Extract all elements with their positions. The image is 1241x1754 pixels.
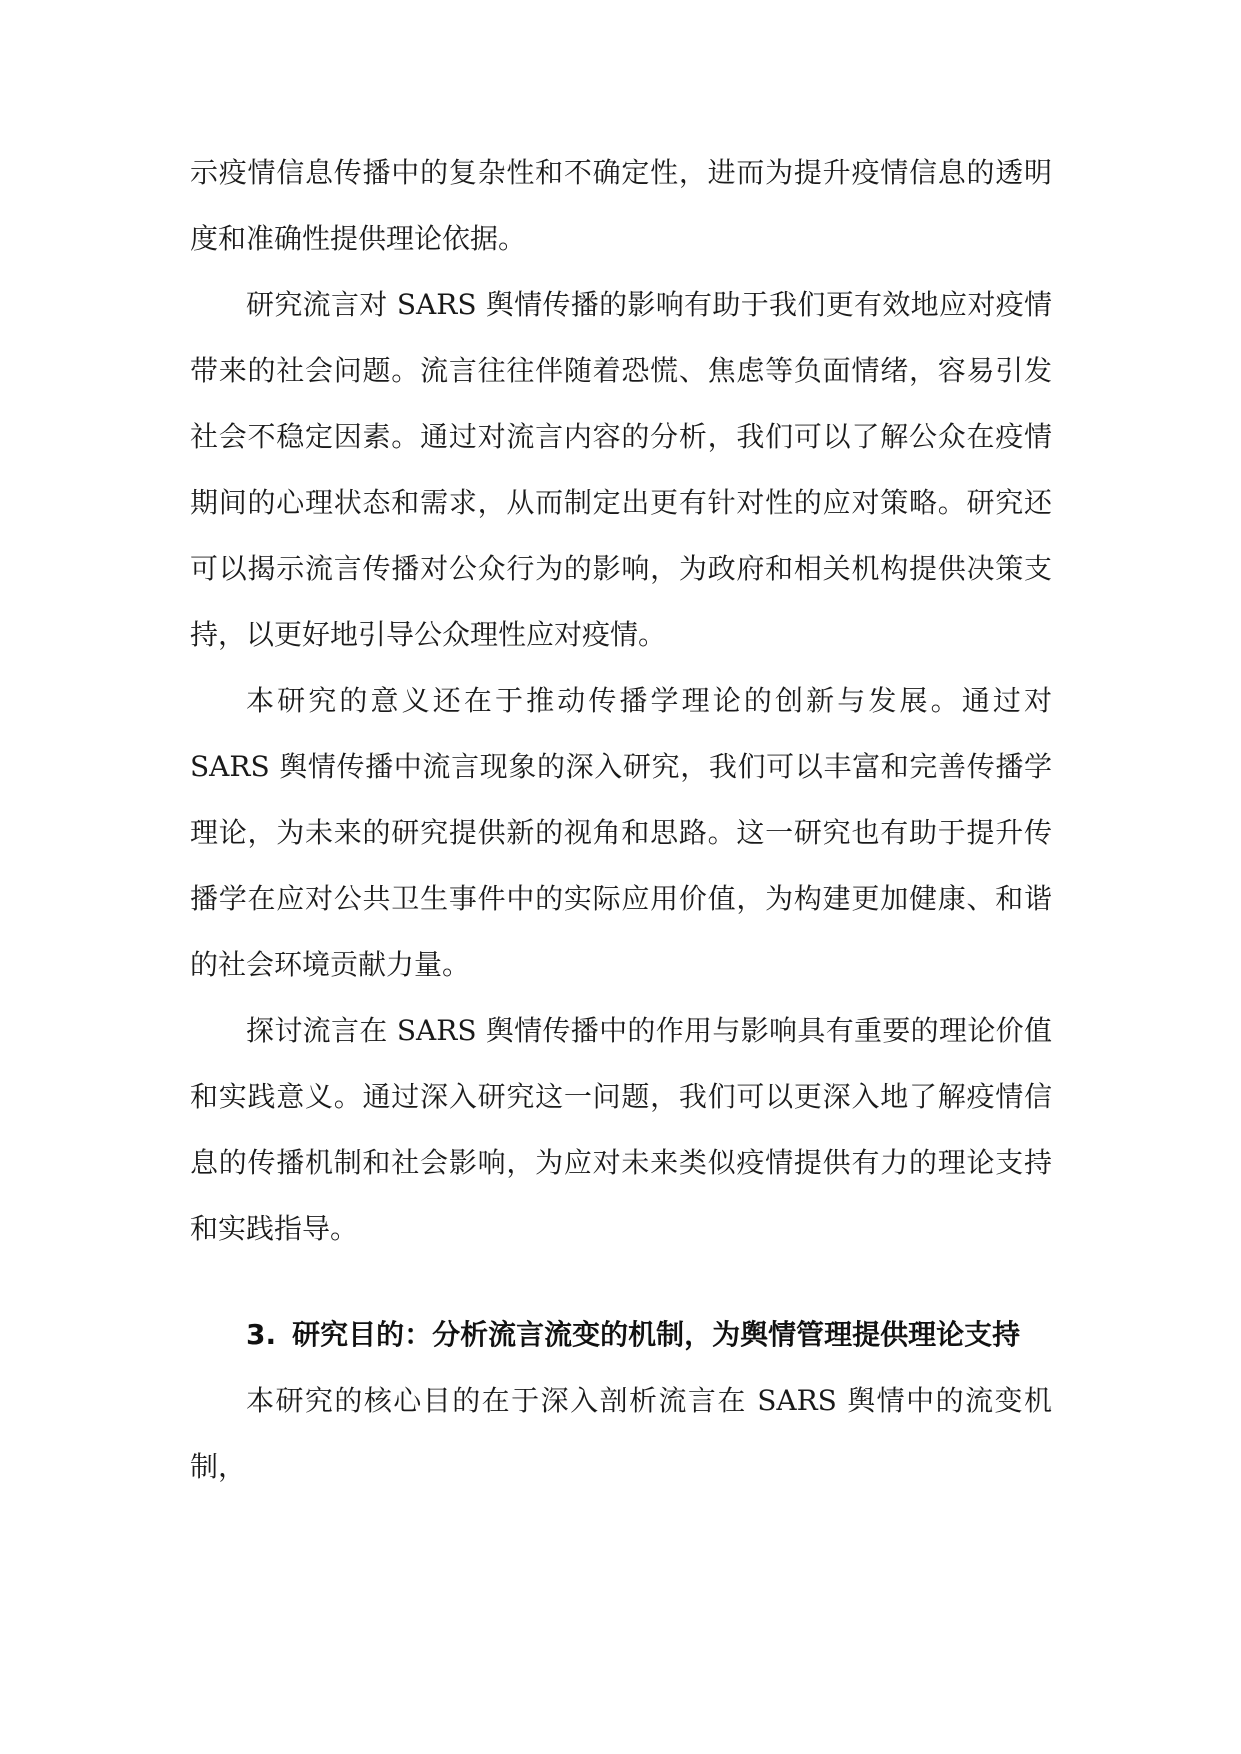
paragraph: 本研究的意义还在于推动传播学理论的创新与发展。通过对 SARS 舆情传播中流言现象的深入研究，我们可以丰富和完善传播学理论，为未来的研究提供新的视角和思路。这一研究也有助于提升传播学在应对公共卫生事件中的实际应用价值，为构建更加健康、和谐的社会环境贡献力量。 [190,684,1052,981]
paragraph: 本研究的核心目的在于深入剖析流言在 SARS 舆情中的流变机制， [190,1384,1052,1483]
paragraph: 研究流言对 SARS 舆情传播的影响有助于我们更有效地应对疫情带来的社会问题。流言往往伴随着恐慌、焦虑等负面情绪，容易引发社会不稳定因素。通过对流言内容的分析，我们可以了解公众在疫情期间的心理状态和需求，从而制定出更有针对性的应对策略。研究还可以揭示流言传播对公众行为的影响，为政府和相关机构提供决策支持，以更好地引导公众理性应对疫情。 [190,288,1052,651]
section-title: 研究目的：分析流言流变的机制，为舆情管理提供理论支持 [292,1318,1021,1351]
section-heading [190,1302,1052,1368]
document-body [190,140,1052,1500]
paragraph-continuation: 示疫情信息传播中的复杂性和不确定性，进而为提升疫情信息的透明度和准确性提供理论依据。 [190,156,1052,255]
section-number: 3. [246,1318,277,1351]
paragraph: 探讨流言在 SARS 舆情传播中的作用与影响具有重要的理论价值和实践意义。通过深入研究这一问题，我们可以更深入地了解疫情信息的传播机制和社会影响，为应对未来类似疫情提供有力的理论支持和实践指导。 [190,1014,1052,1245]
